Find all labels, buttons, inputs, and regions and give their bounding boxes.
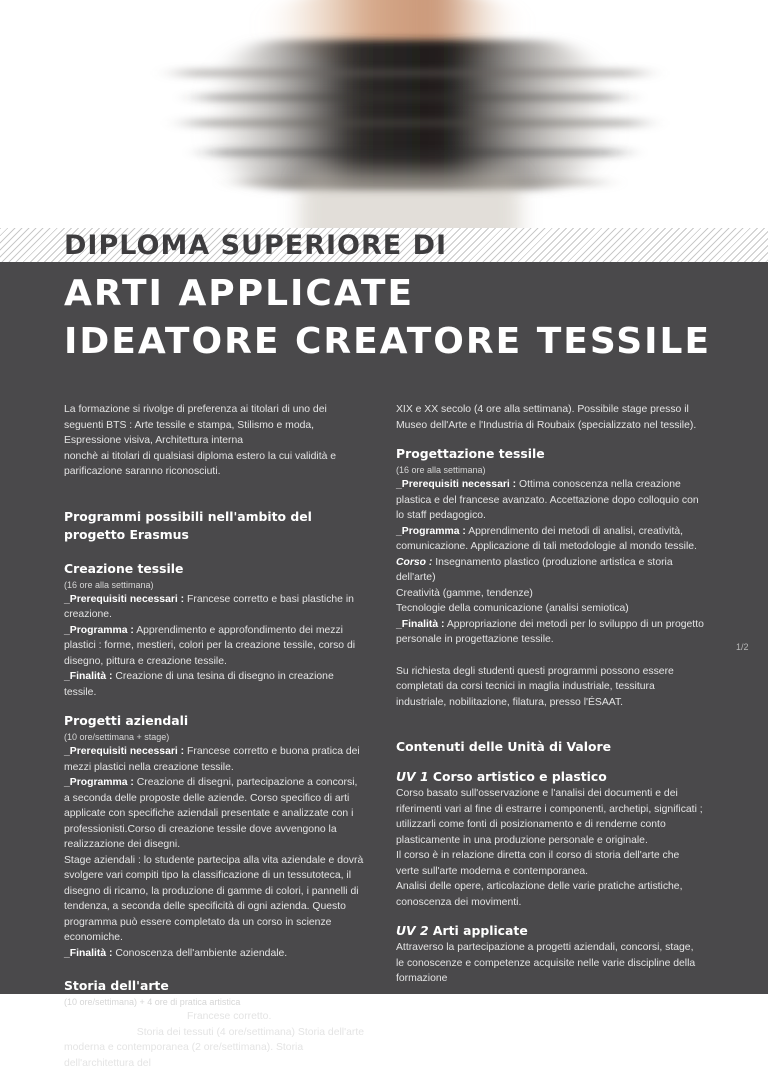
hero-photo [0, 0, 768, 262]
creazione-hours: (16 ore alla settimana) [64, 578, 366, 592]
title-line-1: ARTI APPLICATE [64, 276, 414, 312]
progettazione-heading: Progettazione tessile [396, 445, 704, 463]
progetti-prereq: _Prerequisiti necessari : Francese corretto e buona pratica dei mezzi plastici nella creazione tessile. [64, 744, 366, 775]
storia-prereq: _Prerequisiti necessari : Francese corretto. [64, 1009, 366, 1025]
storia-programma: _Programma : Storia dei tessuti (4 ore/settimana) Storia dell'arte moderna e contemporanea (2 ore/settimana). Storia dell'architettura del [64, 1025, 366, 1071]
progetti-heading: Progetti aziendali [64, 712, 366, 730]
creazione-programma: _Programma : Apprendimento e approfondimento dei mezzi plastici : forme, mestieri, colori per la creazione tessile, corso di disegno, pittura e creazione tessile. [64, 623, 366, 670]
storia-heading: Storia dell'arte [64, 977, 366, 995]
uv1-heading: UV 1 Corso artistico e plastico [396, 768, 704, 786]
motion-blur-figure [0, 0, 768, 262]
uv2-heading: UV 2 Arti applicate [396, 922, 704, 940]
progettazione-corso: Corso : Insegnamento plastico (produzione artistica e storia dell'arte) [396, 555, 704, 586]
uv2-paragraph-1: Attraverso la partecipazione a progetti aziendali, concorsi, stage, le conoscenze e competenze acquisite nelle varie discipline della formazione [396, 940, 704, 987]
richiesta-paragraph: Su richiesta degli studenti questi programmi possono essere completati da corsi tecnici in maglia industriale, tessitura industriale, nobilitazione, filatura, presso l'ÉSAAT. [396, 664, 704, 711]
creazione-finalita: _Finalità : Creazione di una tesina di disegno in creazione tessile. [64, 669, 366, 700]
uv1-paragraph-2: Il corso è in relazione diretta con il corso di storia dell'arte che verte sull'arte moderna e contemporanea. [396, 848, 704, 879]
progetti-stage: Stage aziendali : lo studente partecipa alla vita aziendale e dovrà svolgere vari compiti tipo la classificazione di un tessutoteca, il disegno di ricamo, la produzione di gamme di colori, i pannelli di tendenza, a seconda delle specificità di ogni azienda. Questo programma può essere completato da un corso in scienze economiche. [64, 853, 366, 946]
progetti-hours: (10 ore/settimana + stage) [64, 730, 366, 744]
contenuti-heading: Contenuti delle Unità di Valore [396, 738, 704, 756]
uv1-paragraph-1: Corso basato sull'osservazione e l'analisi dei documenti e dei riferimenti vari al fine di estrarre i componenti, archetipi, significati ; utilizzarli come fonti di posizionamento e di renderne conto plasticamente in una produzione personale e originale. [396, 786, 704, 848]
progetti-programma: _Programma : Creazione di disegni, partecipazione a concorsi, a seconda delle proposte delle aziende. Corso specifico di arti applicate con specifiche aziendali presentate e analizzate con i professionisti.Corso di creazione tessile dove avvengono la realizzazione dei disegni. [64, 775, 366, 853]
left-column [64, 402, 366, 1071]
page-number: 1/2 [736, 642, 749, 652]
title-line-2: IDEATORE CREATORE TESSILE [64, 324, 711, 360]
intro-paragraph-1: La formazione si rivolge di preferenza ai titolari di uno dei seguenti BTS : Arte tessile e stampa, Stilismo e moda, Espressione visiva, Architettura interna [64, 402, 366, 449]
title-subtitle: DIPLOMA SUPERIORE DI [64, 232, 447, 259]
progettazione-prereq: _Prerequisiti necessari : Ottima conoscenza nella creazione plastica e del francese avanzato. Accettazione dopo colloquio con lo staff pedagogico. [396, 477, 704, 524]
progetti-finalita: _Finalità : Conoscenza dell'ambiente aziendale. [64, 946, 366, 962]
creazione-heading: Creazione tessile [64, 560, 366, 578]
progettazione-hours: (16 ore alla settimana) [396, 463, 704, 477]
progettazione-programma: _Programma : Apprendimento dei metodi di analisi, creatività, comunicazione. Applicazione di tali metodologie al mondo tessile. [396, 524, 704, 555]
progettazione-creativita: Creatività (gamme, tendenze) [396, 586, 704, 602]
intro-paragraph-2: nonchè ai titolari di qualsiasi diploma estero la cui validità e parificazione saranno riconosciuti. [64, 449, 366, 480]
erasmus-heading: Programmi possibili nell'ambito del progetto Erasmus [64, 508, 366, 544]
storia-continued: XIX e XX secolo (4 ore alla settimana). Possibile stage presso il Museo dell'Arte e l'Industria di Roubaix (specializzato nel tessile). [396, 402, 704, 433]
progettazione-tecnologie: Tecnologie della comunicazione (analisi semiotica) [396, 601, 704, 617]
progettazione-finalita: _Finalità : Appropriazione dei metodi per lo sviluppo di un progetto personale in progettazione tessile. [396, 617, 704, 648]
right-column [396, 402, 704, 987]
storia-hours: (10 ore/settimana) + 4 ore di pratica artistica [64, 995, 366, 1009]
creazione-prereq: _Prerequisiti necessari : Francese corretto e basi plastiche in creazione. [64, 592, 366, 623]
uv1-paragraph-3: Analisi delle opere, articolazione delle varie pratiche artistiche, conoscenza dei movimenti. [396, 879, 704, 910]
